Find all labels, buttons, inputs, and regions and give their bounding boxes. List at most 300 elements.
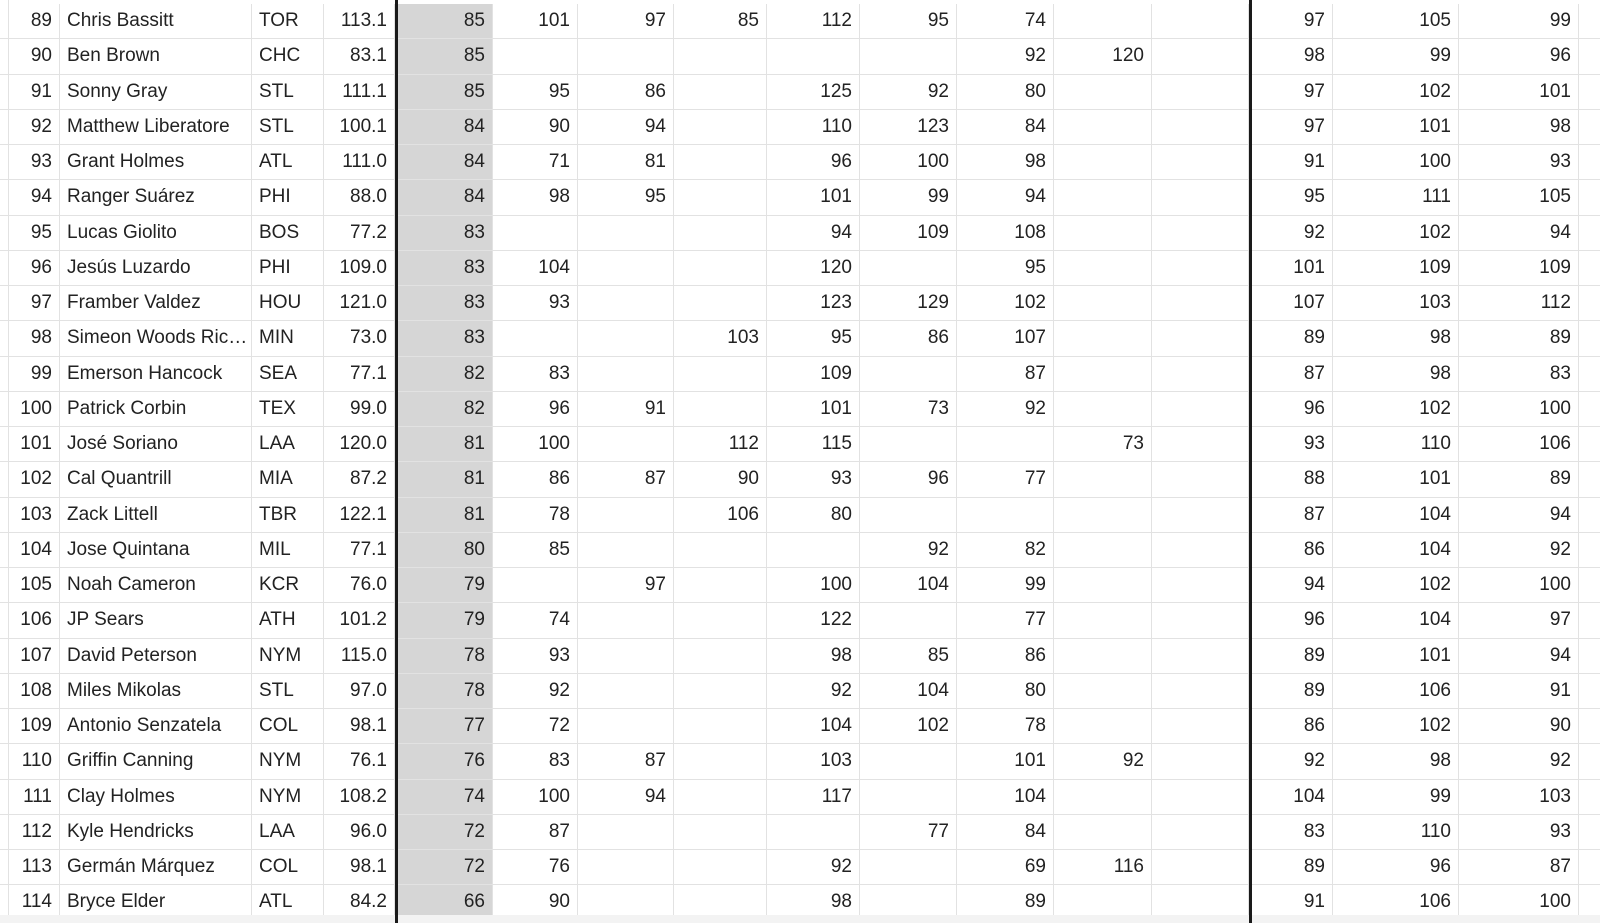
summary-cell-3[interactable]: 89 xyxy=(1459,462,1579,496)
summary-cell-1[interactable]: 104 xyxy=(1252,780,1333,814)
summary-cell-1[interactable]: 86 xyxy=(1252,533,1333,567)
player-name-cell[interactable]: Kyle Hendricks xyxy=(60,815,252,849)
metric-cell-2[interactable] xyxy=(578,850,674,884)
metric-cell-5[interactable] xyxy=(860,744,957,778)
innings-cell[interactable]: 87.2 xyxy=(324,462,395,496)
metric-cell-7[interactable]: 120 xyxy=(1054,39,1152,73)
metric-cell-2[interactable] xyxy=(578,321,674,355)
metric-cell-2[interactable]: 86 xyxy=(578,75,674,109)
metric-cell-3[interactable] xyxy=(674,533,767,567)
metric-cell-7[interactable] xyxy=(1054,815,1152,849)
team-cell[interactable]: ATL xyxy=(252,145,324,179)
player-name-cell[interactable]: Noah Cameron xyxy=(60,568,252,602)
metric-cell-6[interactable]: 94 xyxy=(957,180,1054,214)
summary-cell-3[interactable]: 91 xyxy=(1459,674,1579,708)
metric-cell-4[interactable]: 112 xyxy=(767,4,860,38)
metric-cell-5[interactable]: 104 xyxy=(860,568,957,602)
team-cell[interactable]: LAA xyxy=(252,815,324,849)
player-name-cell[interactable]: Emerson Hancock xyxy=(60,357,252,391)
metric-cell-4[interactable]: 110 xyxy=(767,110,860,144)
team-cell[interactable]: LAA xyxy=(252,427,324,461)
innings-cell[interactable]: 99.0 xyxy=(324,392,395,426)
metric-cell-6[interactable]: 92 xyxy=(957,39,1054,73)
metric-cell-3[interactable] xyxy=(674,850,767,884)
team-cell[interactable]: ATH xyxy=(252,603,324,637)
player-name-cell[interactable]: Framber Valdez xyxy=(60,286,252,320)
metric-cell-4[interactable]: 98 xyxy=(767,639,860,673)
summary-cell-1[interactable]: 95 xyxy=(1252,180,1333,214)
score-cell[interactable]: 84 xyxy=(398,110,493,144)
metric-cell-6[interactable]: 92 xyxy=(957,392,1054,426)
team-cell[interactable]: HOU xyxy=(252,286,324,320)
metric-cell-1[interactable]: 101 xyxy=(493,4,578,38)
summary-cell-3[interactable]: 89 xyxy=(1459,321,1579,355)
metric-cell-4[interactable]: 98 xyxy=(767,885,860,919)
metric-cell-5[interactable]: 100 xyxy=(860,145,957,179)
summary-cell-2[interactable]: 104 xyxy=(1333,533,1459,567)
metric-cell-7[interactable] xyxy=(1054,709,1152,743)
summary-cell-2[interactable]: 98 xyxy=(1333,321,1459,355)
team-cell[interactable]: ATL xyxy=(252,885,324,919)
team-cell[interactable]: PHI xyxy=(252,251,324,285)
metric-cell-2[interactable] xyxy=(578,427,674,461)
metric-cell-3[interactable] xyxy=(674,110,767,144)
innings-cell[interactable]: 97.0 xyxy=(324,674,395,708)
metric-cell-5[interactable]: 92 xyxy=(860,75,957,109)
metric-cell-1[interactable]: 100 xyxy=(493,780,578,814)
player-name-cell[interactable]: Ranger Suárez xyxy=(60,180,252,214)
rank-cell[interactable]: 93 xyxy=(8,145,60,179)
metric-cell-8[interactable] xyxy=(1152,427,1249,461)
metric-cell-6[interactable]: 80 xyxy=(957,75,1054,109)
summary-cell-2[interactable]: 98 xyxy=(1333,744,1459,778)
summary-cell-2[interactable]: 100 xyxy=(1333,145,1459,179)
metric-cell-6[interactable]: 108 xyxy=(957,216,1054,250)
metric-cell-5[interactable]: 92 xyxy=(860,533,957,567)
summary-cell-3[interactable]: 105 xyxy=(1459,180,1579,214)
innings-cell[interactable]: 122.1 xyxy=(324,498,395,532)
rank-cell[interactable]: 110 xyxy=(8,744,60,778)
metric-cell-8[interactable] xyxy=(1152,216,1249,250)
summary-cell-2[interactable]: 104 xyxy=(1333,603,1459,637)
summary-cell-1[interactable]: 89 xyxy=(1252,850,1333,884)
score-cell[interactable]: 82 xyxy=(398,392,493,426)
innings-cell[interactable]: 121.0 xyxy=(324,286,395,320)
metric-cell-5[interactable] xyxy=(860,251,957,285)
metric-cell-1[interactable] xyxy=(493,216,578,250)
summary-cell-1[interactable]: 89 xyxy=(1252,639,1333,673)
metric-cell-8[interactable] xyxy=(1152,392,1249,426)
summary-cell-3[interactable]: 100 xyxy=(1459,885,1579,919)
summary-cell-3[interactable]: 112 xyxy=(1459,286,1579,320)
metric-cell-5[interactable]: 73 xyxy=(860,392,957,426)
summary-cell-1[interactable]: 98 xyxy=(1252,39,1333,73)
innings-cell[interactable]: 101.2 xyxy=(324,603,395,637)
player-name-cell[interactable]: Matthew Liberatore xyxy=(60,110,252,144)
innings-cell[interactable]: 98.1 xyxy=(324,850,395,884)
metric-cell-6[interactable]: 101 xyxy=(957,744,1054,778)
metric-cell-7[interactable]: 92 xyxy=(1054,744,1152,778)
metric-cell-5[interactable]: 129 xyxy=(860,286,957,320)
summary-cell-2[interactable]: 101 xyxy=(1333,462,1459,496)
team-cell[interactable]: NYM xyxy=(252,780,324,814)
summary-cell-2[interactable]: 105 xyxy=(1333,4,1459,38)
metric-cell-6[interactable]: 104 xyxy=(957,780,1054,814)
rank-cell[interactable]: 102 xyxy=(8,462,60,496)
metric-cell-1[interactable]: 87 xyxy=(493,815,578,849)
metric-cell-4[interactable]: 122 xyxy=(767,603,860,637)
metric-cell-2[interactable] xyxy=(578,251,674,285)
summary-cell-1[interactable]: 91 xyxy=(1252,885,1333,919)
metric-cell-8[interactable] xyxy=(1152,462,1249,496)
metric-cell-7[interactable] xyxy=(1054,75,1152,109)
metric-cell-3[interactable] xyxy=(674,75,767,109)
summary-cell-2[interactable]: 99 xyxy=(1333,39,1459,73)
summary-cell-1[interactable]: 87 xyxy=(1252,498,1333,532)
summary-cell-1[interactable]: 92 xyxy=(1252,744,1333,778)
summary-cell-1[interactable]: 94 xyxy=(1252,568,1333,602)
metric-cell-6[interactable]: 82 xyxy=(957,533,1054,567)
metric-cell-2[interactable]: 94 xyxy=(578,780,674,814)
summary-cell-1[interactable]: 89 xyxy=(1252,674,1333,708)
team-cell[interactable]: NYM xyxy=(252,639,324,673)
metric-cell-3[interactable] xyxy=(674,39,767,73)
team-cell[interactable]: TBR xyxy=(252,498,324,532)
metric-cell-5[interactable]: 77 xyxy=(860,815,957,849)
summary-cell-1[interactable]: 89 xyxy=(1252,321,1333,355)
metric-cell-2[interactable] xyxy=(578,639,674,673)
metric-cell-7[interactable] xyxy=(1054,498,1152,532)
rank-cell[interactable]: 101 xyxy=(8,427,60,461)
rank-cell[interactable]: 99 xyxy=(8,357,60,391)
player-name-cell[interactable]: David Peterson xyxy=(60,639,252,673)
summary-cell-3[interactable]: 87 xyxy=(1459,850,1579,884)
player-name-cell[interactable]: Lucas Giolito xyxy=(60,216,252,250)
innings-cell[interactable]: 115.0 xyxy=(324,639,395,673)
metric-cell-6[interactable] xyxy=(957,498,1054,532)
summary-cell-2[interactable]: 110 xyxy=(1333,815,1459,849)
metric-cell-3[interactable]: 106 xyxy=(674,498,767,532)
score-cell[interactable]: 76 xyxy=(398,744,493,778)
rank-cell[interactable]: 89 xyxy=(8,4,60,38)
innings-cell[interactable]: 76.1 xyxy=(324,744,395,778)
metric-cell-3[interactable]: 90 xyxy=(674,462,767,496)
rank-cell[interactable]: 95 xyxy=(8,216,60,250)
metric-cell-8[interactable] xyxy=(1152,533,1249,567)
metric-cell-8[interactable] xyxy=(1152,639,1249,673)
summary-cell-1[interactable]: 83 xyxy=(1252,815,1333,849)
innings-cell[interactable]: 111.0 xyxy=(324,145,395,179)
metric-cell-4[interactable]: 115 xyxy=(767,427,860,461)
rank-cell[interactable]: 113 xyxy=(8,850,60,884)
rank-cell[interactable]: 94 xyxy=(8,180,60,214)
summary-cell-2[interactable]: 102 xyxy=(1333,568,1459,602)
summary-cell-2[interactable]: 99 xyxy=(1333,780,1459,814)
metric-cell-5[interactable]: 123 xyxy=(860,110,957,144)
metric-cell-8[interactable] xyxy=(1152,145,1249,179)
player-name-cell[interactable]: Sonny Gray xyxy=(60,75,252,109)
summary-cell-3[interactable]: 94 xyxy=(1459,216,1579,250)
metric-cell-8[interactable] xyxy=(1152,603,1249,637)
innings-cell[interactable]: 98.1 xyxy=(324,709,395,743)
metric-cell-2[interactable] xyxy=(578,674,674,708)
player-name-cell[interactable]: Griffin Canning xyxy=(60,744,252,778)
summary-cell-3[interactable]: 100 xyxy=(1459,568,1579,602)
summary-cell-2[interactable]: 106 xyxy=(1333,885,1459,919)
rank-cell[interactable]: 112 xyxy=(8,815,60,849)
team-cell[interactable]: CHC xyxy=(252,39,324,73)
metric-cell-8[interactable] xyxy=(1152,744,1249,778)
metric-cell-2[interactable] xyxy=(578,286,674,320)
player-name-cell[interactable]: Jesús Luzardo xyxy=(60,251,252,285)
metric-cell-1[interactable] xyxy=(493,568,578,602)
metric-cell-5[interactable]: 96 xyxy=(860,462,957,496)
innings-cell[interactable]: 73.0 xyxy=(324,321,395,355)
metric-cell-2[interactable]: 81 xyxy=(578,145,674,179)
summary-cell-1[interactable]: 96 xyxy=(1252,603,1333,637)
score-cell[interactable]: 84 xyxy=(398,180,493,214)
team-cell[interactable]: STL xyxy=(252,110,324,144)
metric-cell-1[interactable]: 96 xyxy=(493,392,578,426)
score-cell[interactable]: 72 xyxy=(398,850,493,884)
metric-cell-7[interactable] xyxy=(1054,603,1152,637)
player-name-cell[interactable]: Patrick Corbin xyxy=(60,392,252,426)
metric-cell-2[interactable] xyxy=(578,39,674,73)
metric-cell-2[interactable] xyxy=(578,357,674,391)
score-cell[interactable]: 79 xyxy=(398,603,493,637)
metric-cell-4[interactable] xyxy=(767,815,860,849)
summary-cell-3[interactable]: 106 xyxy=(1459,427,1579,461)
metric-cell-3[interactable] xyxy=(674,744,767,778)
summary-cell-1[interactable]: 92 xyxy=(1252,216,1333,250)
innings-cell[interactable]: 76.0 xyxy=(324,568,395,602)
player-name-cell[interactable]: José Soriano xyxy=(60,427,252,461)
metric-cell-1[interactable]: 92 xyxy=(493,674,578,708)
metric-cell-6[interactable]: 74 xyxy=(957,4,1054,38)
score-cell[interactable]: 85 xyxy=(398,4,493,38)
team-cell[interactable]: MIA xyxy=(252,462,324,496)
metric-cell-1[interactable]: 76 xyxy=(493,850,578,884)
rank-cell[interactable]: 105 xyxy=(8,568,60,602)
metric-cell-4[interactable]: 101 xyxy=(767,392,860,426)
metric-cell-3[interactable] xyxy=(674,251,767,285)
player-name-cell[interactable]: Zack Littell xyxy=(60,498,252,532)
metric-cell-8[interactable] xyxy=(1152,180,1249,214)
metric-cell-8[interactable] xyxy=(1152,568,1249,602)
team-cell[interactable]: STL xyxy=(252,674,324,708)
metric-cell-3[interactable] xyxy=(674,392,767,426)
metric-cell-1[interactable]: 90 xyxy=(493,885,578,919)
rank-cell[interactable]: 109 xyxy=(8,709,60,743)
summary-cell-2[interactable]: 111 xyxy=(1333,180,1459,214)
metric-cell-6[interactable]: 80 xyxy=(957,674,1054,708)
team-cell[interactable]: MIN xyxy=(252,321,324,355)
metric-cell-3[interactable] xyxy=(674,216,767,250)
team-cell[interactable]: NYM xyxy=(252,744,324,778)
metric-cell-4[interactable]: 125 xyxy=(767,75,860,109)
metric-cell-5[interactable]: 95 xyxy=(860,4,957,38)
summary-cell-3[interactable]: 90 xyxy=(1459,709,1579,743)
score-cell[interactable]: 85 xyxy=(398,75,493,109)
innings-cell[interactable]: 111.1 xyxy=(324,75,395,109)
player-name-cell[interactable]: Jose Quintana xyxy=(60,533,252,567)
metric-cell-5[interactable] xyxy=(860,780,957,814)
metric-cell-6[interactable]: 107 xyxy=(957,321,1054,355)
summary-cell-2[interactable]: 109 xyxy=(1333,251,1459,285)
score-cell[interactable]: 82 xyxy=(398,357,493,391)
team-cell[interactable]: TOR xyxy=(252,4,324,38)
metric-cell-2[interactable]: 87 xyxy=(578,744,674,778)
metric-cell-5[interactable] xyxy=(860,39,957,73)
summary-cell-3[interactable]: 97 xyxy=(1459,603,1579,637)
score-cell[interactable]: 74 xyxy=(398,780,493,814)
player-name-cell[interactable]: Chris Bassitt xyxy=(60,4,252,38)
metric-cell-8[interactable] xyxy=(1152,39,1249,73)
team-cell[interactable]: KCR xyxy=(252,568,324,602)
summary-cell-2[interactable]: 103 xyxy=(1333,286,1459,320)
metric-cell-7[interactable] xyxy=(1054,286,1152,320)
metric-cell-6[interactable]: 87 xyxy=(957,357,1054,391)
player-name-cell[interactable]: Bryce Elder xyxy=(60,885,252,919)
score-cell[interactable]: 81 xyxy=(398,462,493,496)
rank-cell[interactable]: 90 xyxy=(8,39,60,73)
player-name-cell[interactable]: JP Sears xyxy=(60,603,252,637)
metric-cell-2[interactable] xyxy=(578,216,674,250)
player-name-cell[interactable]: Miles Mikolas xyxy=(60,674,252,708)
metric-cell-8[interactable] xyxy=(1152,498,1249,532)
summary-cell-3[interactable]: 93 xyxy=(1459,815,1579,849)
score-cell[interactable]: 83 xyxy=(398,321,493,355)
metric-cell-8[interactable] xyxy=(1152,815,1249,849)
metric-cell-4[interactable]: 123 xyxy=(767,286,860,320)
metric-cell-8[interactable] xyxy=(1152,850,1249,884)
team-cell[interactable]: COL xyxy=(252,850,324,884)
metric-cell-5[interactable] xyxy=(860,427,957,461)
metric-cell-1[interactable]: 98 xyxy=(493,180,578,214)
player-name-cell[interactable]: Germán Márquez xyxy=(60,850,252,884)
rank-cell[interactable]: 114 xyxy=(8,885,60,919)
metric-cell-7[interactable] xyxy=(1054,110,1152,144)
metric-cell-4[interactable] xyxy=(767,533,860,567)
summary-cell-1[interactable]: 86 xyxy=(1252,709,1333,743)
metric-cell-3[interactable] xyxy=(674,180,767,214)
metric-cell-7[interactable] xyxy=(1054,4,1152,38)
summary-cell-3[interactable]: 98 xyxy=(1459,110,1579,144)
summary-cell-2[interactable]: 98 xyxy=(1333,357,1459,391)
innings-cell[interactable]: 113.1 xyxy=(324,4,395,38)
metric-cell-7[interactable] xyxy=(1054,780,1152,814)
metric-cell-6[interactable]: 102 xyxy=(957,286,1054,320)
metric-cell-7[interactable] xyxy=(1054,674,1152,708)
metric-cell-6[interactable]: 77 xyxy=(957,462,1054,496)
score-cell[interactable]: 80 xyxy=(398,533,493,567)
metric-cell-7[interactable] xyxy=(1054,145,1152,179)
metric-cell-3[interactable]: 85 xyxy=(674,4,767,38)
summary-cell-2[interactable]: 96 xyxy=(1333,850,1459,884)
metric-cell-6[interactable]: 77 xyxy=(957,603,1054,637)
summary-cell-3[interactable]: 93 xyxy=(1459,145,1579,179)
rank-cell[interactable]: 97 xyxy=(8,286,60,320)
summary-cell-2[interactable]: 104 xyxy=(1333,498,1459,532)
score-cell[interactable]: 81 xyxy=(398,427,493,461)
summary-cell-3[interactable]: 83 xyxy=(1459,357,1579,391)
metric-cell-1[interactable]: 93 xyxy=(493,286,578,320)
metric-cell-4[interactable]: 117 xyxy=(767,780,860,814)
metric-cell-1[interactable]: 93 xyxy=(493,639,578,673)
metric-cell-8[interactable] xyxy=(1152,674,1249,708)
summary-cell-3[interactable]: 101 xyxy=(1459,75,1579,109)
metric-cell-1[interactable]: 78 xyxy=(493,498,578,532)
summary-cell-2[interactable]: 102 xyxy=(1333,392,1459,426)
metric-cell-1[interactable] xyxy=(493,39,578,73)
rank-cell[interactable]: 107 xyxy=(8,639,60,673)
metric-cell-7[interactable] xyxy=(1054,639,1152,673)
player-name-cell[interactable]: Cal Quantrill xyxy=(60,462,252,496)
score-cell[interactable]: 84 xyxy=(398,145,493,179)
metric-cell-2[interactable] xyxy=(578,709,674,743)
innings-cell[interactable]: 77.1 xyxy=(324,533,395,567)
metric-cell-6[interactable]: 89 xyxy=(957,885,1054,919)
summary-cell-3[interactable]: 100 xyxy=(1459,392,1579,426)
player-name-cell[interactable]: Ben Brown xyxy=(60,39,252,73)
metric-cell-5[interactable] xyxy=(860,603,957,637)
metric-cell-3[interactable] xyxy=(674,357,767,391)
metric-cell-7[interactable] xyxy=(1054,251,1152,285)
metric-cell-2[interactable]: 95 xyxy=(578,180,674,214)
player-name-cell[interactable]: Grant Holmes xyxy=(60,145,252,179)
rank-cell[interactable]: 103 xyxy=(8,498,60,532)
metric-cell-7[interactable]: 116 xyxy=(1054,850,1152,884)
player-name-cell[interactable]: Antonio Senzatela xyxy=(60,709,252,743)
score-cell[interactable]: 83 xyxy=(398,251,493,285)
score-cell[interactable]: 81 xyxy=(398,498,493,532)
score-cell[interactable]: 78 xyxy=(398,674,493,708)
metric-cell-8[interactable] xyxy=(1152,110,1249,144)
metric-cell-7[interactable] xyxy=(1054,462,1152,496)
summary-cell-1[interactable]: 97 xyxy=(1252,110,1333,144)
summary-cell-3[interactable]: 99 xyxy=(1459,4,1579,38)
summary-cell-2[interactable]: 102 xyxy=(1333,75,1459,109)
metric-cell-8[interactable] xyxy=(1152,709,1249,743)
team-cell[interactable]: STL xyxy=(252,75,324,109)
metric-cell-5[interactable]: 85 xyxy=(860,639,957,673)
rank-cell[interactable]: 92 xyxy=(8,110,60,144)
score-cell[interactable]: 72 xyxy=(398,815,493,849)
metric-cell-4[interactable]: 96 xyxy=(767,145,860,179)
metric-cell-4[interactable]: 109 xyxy=(767,357,860,391)
summary-cell-1[interactable]: 107 xyxy=(1252,286,1333,320)
metric-cell-3[interactable] xyxy=(674,286,767,320)
summary-cell-1[interactable]: 101 xyxy=(1252,251,1333,285)
metric-cell-2[interactable] xyxy=(578,498,674,532)
team-cell[interactable]: PHI xyxy=(252,180,324,214)
metric-cell-1[interactable]: 74 xyxy=(493,603,578,637)
player-name-cell[interactable]: Simeon Woods Ric… xyxy=(60,321,252,355)
summary-cell-1[interactable]: 96 xyxy=(1252,392,1333,426)
summary-cell-2[interactable]: 106 xyxy=(1333,674,1459,708)
innings-cell[interactable]: 108.2 xyxy=(324,780,395,814)
metric-cell-2[interactable] xyxy=(578,533,674,567)
metric-cell-4[interactable]: 94 xyxy=(767,216,860,250)
metric-cell-5[interactable] xyxy=(860,498,957,532)
rank-cell[interactable]: 100 xyxy=(8,392,60,426)
metric-cell-2[interactable]: 97 xyxy=(578,568,674,602)
metric-cell-4[interactable]: 104 xyxy=(767,709,860,743)
metric-cell-6[interactable]: 86 xyxy=(957,639,1054,673)
metric-cell-4[interactable] xyxy=(767,39,860,73)
metric-cell-7[interactable] xyxy=(1054,180,1152,214)
innings-cell[interactable]: 84.2 xyxy=(324,885,395,919)
